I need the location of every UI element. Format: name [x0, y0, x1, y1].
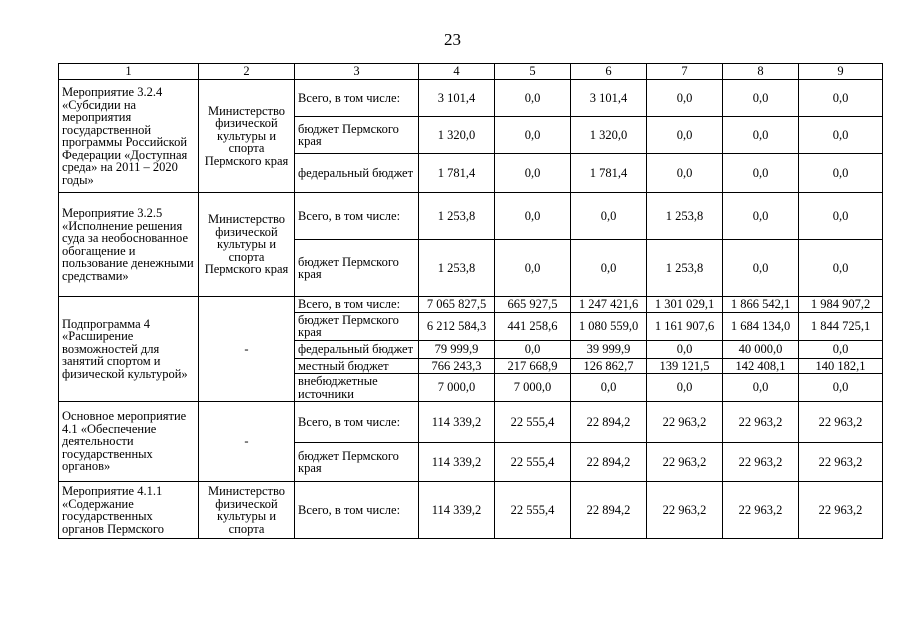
amount-cell: 1 247 421,6 — [571, 297, 647, 313]
amount-cell: 1 161 907,6 — [647, 312, 723, 340]
funding-source-cell: внебюджетные источники — [295, 374, 419, 402]
amount-cell: 22 555,4 — [495, 443, 571, 482]
table-row — [59, 482, 883, 539]
table-row — [59, 297, 883, 313]
amount-cell: 217 668,9 — [495, 358, 571, 374]
amount-cell: 22 963,2 — [723, 482, 799, 539]
amount-cell: 0,0 — [799, 154, 883, 193]
amount-cell: 0,0 — [799, 374, 883, 402]
amount-cell: 1 320,0 — [419, 117, 495, 154]
funding-source-cell: Всего, в том числе: — [295, 402, 419, 443]
budget-table — [58, 63, 883, 539]
amount-cell: 0,0 — [723, 154, 799, 193]
executor-cell: - — [199, 402, 295, 482]
amount-cell: 114 339,2 — [419, 402, 495, 443]
amount-cell: 0,0 — [799, 340, 883, 358]
table-body — [59, 80, 883, 539]
amount-cell: 7 000,0 — [495, 374, 571, 402]
amount-cell: 142 408,1 — [723, 358, 799, 374]
amount-cell: 22 963,2 — [799, 443, 883, 482]
amount-cell: 0,0 — [723, 193, 799, 240]
table-row — [59, 80, 883, 117]
amount-cell: 39 999,9 — [571, 340, 647, 358]
amount-cell: 22 963,2 — [799, 402, 883, 443]
executor-cell: Министерство физической культуры и спорта Пермского края — [199, 193, 295, 297]
amount-cell: 0,0 — [647, 340, 723, 358]
amount-cell: 114 339,2 — [419, 482, 495, 539]
amount-cell: 79 999,9 — [419, 340, 495, 358]
amount-cell: 0,0 — [799, 240, 883, 297]
amount-cell: 0,0 — [495, 80, 571, 117]
funding-source-cell: федеральный бюджет — [295, 340, 419, 358]
amount-cell: 22 963,2 — [723, 443, 799, 482]
amount-cell: 3 101,4 — [571, 80, 647, 117]
column-header: 9 — [799, 64, 883, 80]
column-header: 4 — [419, 64, 495, 80]
measure-name-cell: Мероприятие 3.2.5 «Исполнение решения суда за необоснованное обогащение и пользование денежными средствами» — [59, 193, 199, 297]
amount-cell: 140 182,1 — [799, 358, 883, 374]
funding-source-cell: местный бюджет — [295, 358, 419, 374]
amount-cell: 126 862,7 — [571, 358, 647, 374]
amount-cell: 0,0 — [495, 340, 571, 358]
executor-cell: Министерство физической культуры и спорта Пермского края — [199, 80, 295, 193]
amount-cell: 22 963,2 — [647, 482, 723, 539]
amount-cell: 0,0 — [495, 154, 571, 193]
amount-cell: 1 080 559,0 — [571, 312, 647, 340]
amount-cell: 1 320,0 — [571, 117, 647, 154]
amount-cell: 139 121,5 — [647, 358, 723, 374]
amount-cell: 6 212 584,3 — [419, 312, 495, 340]
amount-cell: 0,0 — [495, 193, 571, 240]
amount-cell: 1 844 725,1 — [799, 312, 883, 340]
amount-cell: 22 963,2 — [647, 443, 723, 482]
amount-cell: 0,0 — [723, 374, 799, 402]
amount-cell: 7 000,0 — [419, 374, 495, 402]
amount-cell: 0,0 — [799, 117, 883, 154]
amount-cell: 766 243,3 — [419, 358, 495, 374]
amount-cell: 22 894,2 — [571, 402, 647, 443]
funding-source-cell: бюджет Пермского края — [295, 240, 419, 297]
amount-cell: 7 065 827,5 — [419, 297, 495, 313]
amount-cell: 0,0 — [647, 154, 723, 193]
funding-source-cell: федеральный бюджет — [295, 154, 419, 193]
column-header: 1 — [59, 64, 199, 80]
amount-cell: 1 781,4 — [571, 154, 647, 193]
column-header: 6 — [571, 64, 647, 80]
measure-name-cell: Мероприятие 4.1.1 «Содержание государственных органов Пермского — [59, 482, 199, 539]
funding-source-cell: бюджет Пермского края — [295, 312, 419, 340]
column-header: 5 — [495, 64, 571, 80]
table-row — [59, 193, 883, 240]
amount-cell: 0,0 — [495, 117, 571, 154]
executor-cell: Министерство физической культуры и спорта — [199, 482, 295, 539]
amount-cell: 441 258,6 — [495, 312, 571, 340]
amount-cell: 1 781,4 — [419, 154, 495, 193]
amount-cell: 1 253,8 — [647, 193, 723, 240]
amount-cell: 0,0 — [799, 193, 883, 240]
amount-cell: 1 253,8 — [647, 240, 723, 297]
amount-cell: 22 894,2 — [571, 482, 647, 539]
page-number: 23 — [444, 30, 461, 49]
column-header: 2 — [199, 64, 295, 80]
column-header: 8 — [723, 64, 799, 80]
amount-cell: 0,0 — [723, 80, 799, 117]
amount-cell: 1 984 907,2 — [799, 297, 883, 313]
funding-source-cell: Всего, в том числе: — [295, 482, 419, 539]
funding-source-cell: бюджет Пермского края — [295, 443, 419, 482]
amount-cell: 665 927,5 — [495, 297, 571, 313]
amount-cell: 0,0 — [799, 80, 883, 117]
amount-cell: 0,0 — [647, 117, 723, 154]
funding-source-cell: Всего, в том числе: — [295, 297, 419, 313]
amount-cell: 0,0 — [571, 240, 647, 297]
column-header: 3 — [295, 64, 419, 80]
amount-cell: 22 555,4 — [495, 402, 571, 443]
amount-cell: 1 301 029,1 — [647, 297, 723, 313]
funding-source-cell: бюджет Пермского края — [295, 117, 419, 154]
amount-cell: 22 894,2 — [571, 443, 647, 482]
column-header: 7 — [647, 64, 723, 80]
table-row — [59, 402, 883, 443]
amount-cell: 1 253,8 — [419, 193, 495, 240]
amount-cell: 1 253,8 — [419, 240, 495, 297]
funding-source-cell: Всего, в том числе: — [295, 193, 419, 240]
amount-cell: 22 963,2 — [723, 402, 799, 443]
amount-cell: 0,0 — [571, 193, 647, 240]
amount-cell: 22 963,2 — [799, 482, 883, 539]
amount-cell: 40 000,0 — [723, 340, 799, 358]
amount-cell: 0,0 — [647, 80, 723, 117]
amount-cell: 0,0 — [723, 240, 799, 297]
amount-cell: 0,0 — [571, 374, 647, 402]
measure-name-cell: Подпрограмма 4 «Расширение возможностей для занятий спортом и физической культурой» — [59, 297, 199, 402]
funding-source-cell: Всего, в том числе: — [295, 80, 419, 117]
amount-cell: 0,0 — [495, 240, 571, 297]
amount-cell: 22 555,4 — [495, 482, 571, 539]
measure-name-cell: Основное мероприятие 4.1 «Обеспечение деятельности государственных органов» — [59, 402, 199, 482]
amount-cell: 0,0 — [723, 117, 799, 154]
amount-cell: 22 963,2 — [647, 402, 723, 443]
measure-name-cell: Мероприятие 3.2.4 «Субсидии на мероприятия государственной программы Российской Федерации «Доступная среда» на 2011 – 2020 годы» — [59, 80, 199, 193]
header-row — [59, 64, 883, 80]
amount-cell: 3 101,4 — [419, 80, 495, 117]
amount-cell: 0,0 — [647, 374, 723, 402]
amount-cell: 114 339,2 — [419, 443, 495, 482]
amount-cell: 1 866 542,1 — [723, 297, 799, 313]
amount-cell: 1 684 134,0 — [723, 312, 799, 340]
executor-cell: - — [199, 297, 295, 402]
